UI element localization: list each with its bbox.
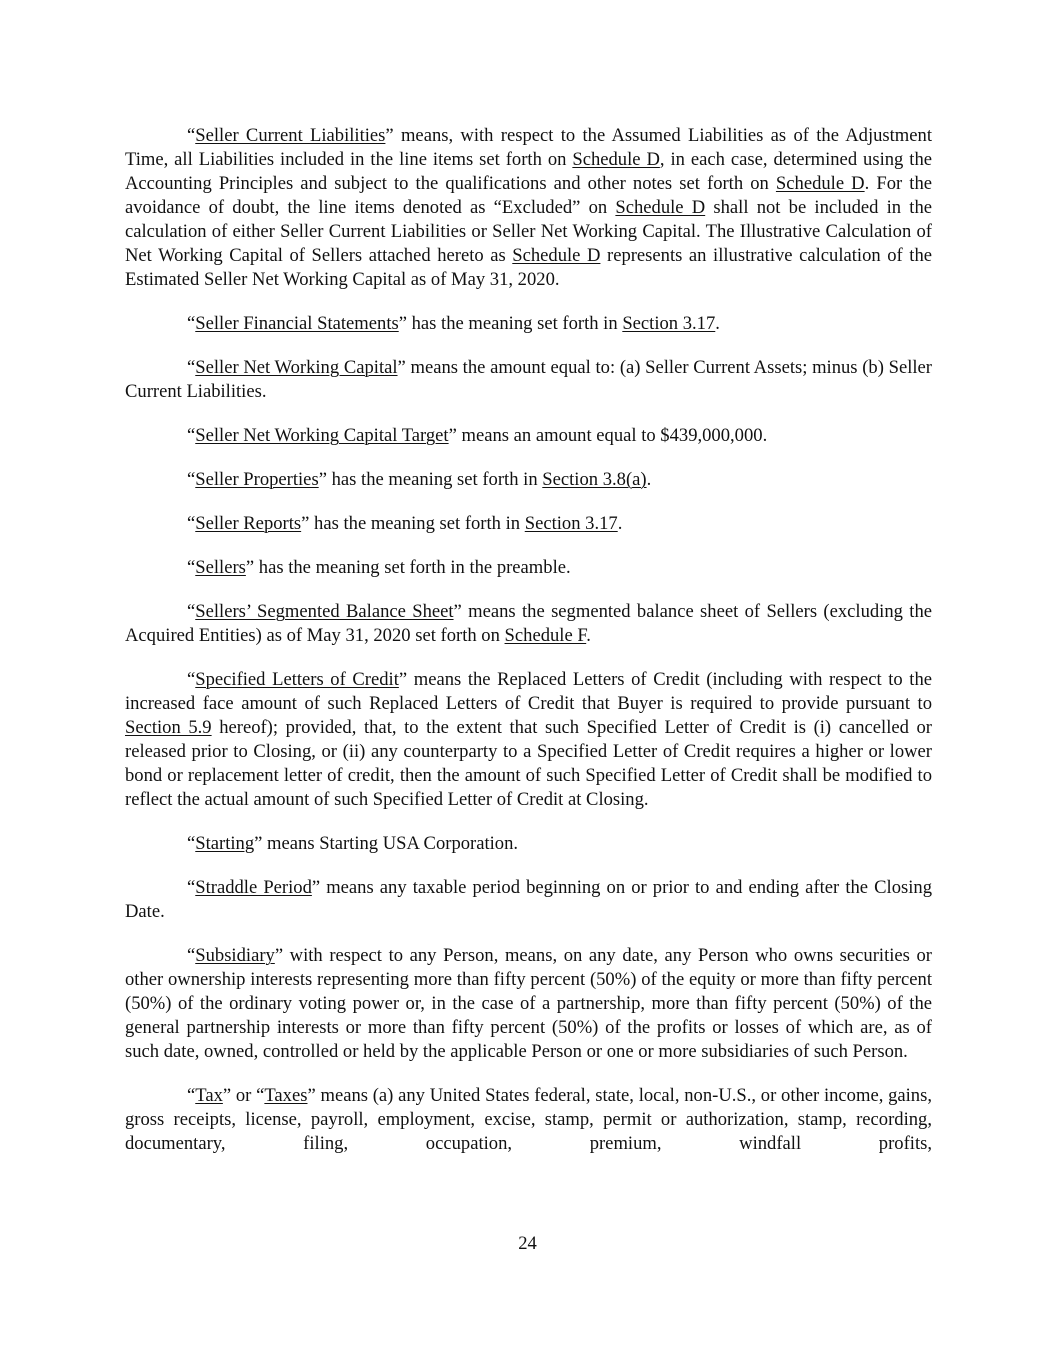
definition-paragraph-sellers <box>125 556 932 580</box>
paragraph-text: “ <box>187 357 196 378</box>
paragraph-text: ” means an amount equal to $439,000,000. <box>448 425 768 446</box>
defined-term-reference: Schedule D <box>512 245 601 266</box>
defined-term-reference: Seller Current Liabilities <box>195 125 386 146</box>
defined-term-reference: Section 5.9 <box>125 717 212 738</box>
defined-term-reference: Schedule F <box>504 625 587 646</box>
paragraph-text: . <box>646 469 652 490</box>
paragraph-text: . <box>617 513 623 534</box>
defined-term-reference: Section 3.17 <box>622 313 716 334</box>
defined-term-reference: Seller Net Working Capital <box>195 357 398 378</box>
defined-term-reference: Sellers’ Segmented Balance Sheet <box>195 601 454 622</box>
definition-paragraph-seller-reports <box>125 512 932 536</box>
paragraph-text: “ <box>187 513 196 534</box>
defined-term-reference: Section 3.17 <box>524 513 618 534</box>
definition-paragraph-seller-current-liabilities <box>125 124 932 292</box>
defined-term-reference: Schedule D <box>615 197 706 218</box>
page-number: 24 <box>518 1233 537 1254</box>
definition-paragraph-seller-properties <box>125 468 932 492</box>
definition-paragraph-specified-letters-of-credit <box>125 668 932 812</box>
paragraph-text: ” means the segmented balance sheet of Sellers (excluding the Acquired Entities) as of May 31, 2020 set forth on <box>125 601 932 646</box>
defined-term-reference: Seller Net Working Capital Target <box>195 425 449 446</box>
defined-term-reference: Straddle Period <box>195 877 312 898</box>
paragraph-text: shall not be included in the calculation of either Seller Current Liabilities or Seller Net Working Capital. The Illustrative Calculation of Net Working Capital of Sellers attached hereto as <box>125 197 933 266</box>
definition-paragraph-sellers-segmented-balance-sheet <box>125 600 932 648</box>
paragraph-text: . <box>586 625 591 646</box>
defined-term-reference: Seller Reports <box>195 513 302 534</box>
paragraph-text: ” means any taxable period beginning on or prior to and ending after the Closing Date. <box>125 877 932 922</box>
definition-paragraph-seller-net-working-capital <box>125 356 932 404</box>
paragraph-text: “ <box>187 601 196 622</box>
paragraph-text: “ <box>187 877 196 898</box>
paragraph-text: “ <box>187 469 196 490</box>
paragraph-text: ” or “ <box>222 1085 265 1106</box>
paragraph-text: hereof); provided, that, to the extent that such Specified Letter of Credit is (i) cancelled or released prior to Closing, or (ii) any counterparty to a Specified Letter of Credit requires a higher or lower bond or replacement letter of credit, then the amount of such Specified Letter of Credit shall be modified to reflect the actual amount of such Specified Letter of Credit at Closing. <box>125 717 932 810</box>
paragraph-text: “ <box>187 669 196 690</box>
paragraph-text: . For the avoidance of doubt, the line items denoted as “Excluded” on <box>125 173 932 218</box>
paragraph-text: “ <box>187 945 196 966</box>
definition-paragraph-subsidiary <box>125 944 932 1064</box>
paragraph-text: “ <box>187 833 196 854</box>
paragraph-text: ” means Starting USA Corporation. <box>254 833 519 854</box>
paragraph-text: ” means (a) any United States federal, state, local, non-U.S., or other income, gains, gross receipts, license, payroll, employment, excise, stamp, permit or authorization, stamp, recording, documentary, filing, occupation, premium, windfall profits, <box>125 1085 932 1154</box>
paragraph-text: ” has the meaning set forth in <box>301 513 525 534</box>
paragraph-text: “ <box>187 425 196 446</box>
defined-term-reference: Sellers <box>195 557 246 578</box>
paragraph-text: . <box>715 313 720 334</box>
paragraph-text: ” has the meaning set forth in the preamble. <box>245 557 571 578</box>
paragraph-text: “ <box>187 557 196 578</box>
paragraph-text: ” means the amount equal to: (a) Seller Current Assets; minus (b) Seller Current Liabilities. <box>125 357 932 402</box>
definition-paragraph-seller-financial-statements <box>125 312 932 336</box>
defined-term-reference: Section 3.8(a) <box>542 469 647 490</box>
paragraph-text: “ <box>187 125 196 146</box>
defined-term-reference: Schedule D <box>775 173 865 194</box>
defined-term-reference: Schedule D <box>572 149 660 170</box>
paragraph-text: ” means, with respect to the Assumed Liabilities as of the Adjustment Time, all Liabilities included in the line items set forth on <box>125 125 932 170</box>
definition-paragraph-tax <box>125 1084 932 1156</box>
paragraph-text: ” means the Replaced Letters of Credit (including with respect to the increased face amount of such Replaced Letters of Credit that Buyer is required to provide pursuant to <box>125 669 932 714</box>
defined-term-reference: Seller Financial Statements <box>195 313 399 334</box>
defined-term-reference: Seller Properties <box>195 469 319 490</box>
paragraph-text: , in each case, determined using the Accounting Principles and subject to the qualifications and other notes set forth on <box>125 149 933 194</box>
paragraph-text: “ <box>187 313 196 334</box>
defined-term-reference: Starting <box>195 833 255 854</box>
definition-paragraph-straddle-period <box>125 876 932 924</box>
paragraph-text: ” with respect to any Person, means, on any date, any Person who owns securities or other ownership interests representing more than fifty percent (50%) of the equity or more than fifty percent (50%) of the ordinary voting power or, in the case of a partnership, more than fifty percent (50%) of the general partnership interests or more than fifty percent (50%) of the profits or losses of which are, as of such date, owned, controlled or held by the applicable Person or one or more subsidiaries of such Person. <box>125 945 932 1062</box>
paragraph-text: ” has the meaning set forth in <box>318 469 543 490</box>
definition-paragraph-starting <box>125 832 932 856</box>
document-body <box>125 124 932 1176</box>
defined-term-reference: Tax <box>195 1085 223 1106</box>
paragraph-text: ” has the meaning set forth in <box>398 313 623 334</box>
defined-term-reference: Taxes <box>264 1085 308 1106</box>
defined-term-reference: Specified Letters of Credit <box>195 669 399 690</box>
defined-term-reference: Subsidiary <box>195 945 275 966</box>
paragraph-text: represents an illustrative calculation of the Estimated Seller Net Working Capital as of May 31, 2020. <box>125 245 933 290</box>
definition-paragraph-seller-net-working-capital-target <box>125 424 932 448</box>
paragraph-text: “ <box>187 1085 196 1106</box>
